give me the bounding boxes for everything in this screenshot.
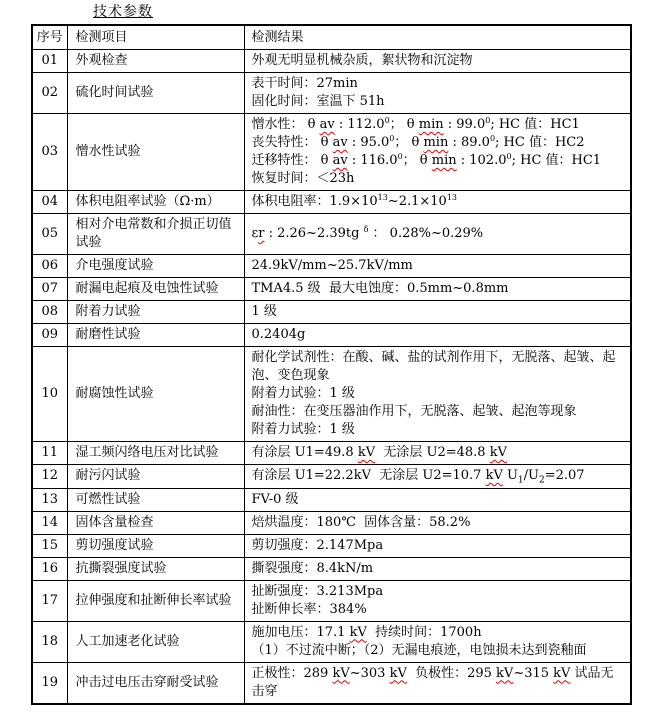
- result-segment: 负极性：295: [406, 665, 497, 681]
- result-segment: 无涂层 U2=48.8: [375, 445, 490, 460]
- table-row: [32, 488, 631, 511]
- result-segment-wavy: av: [332, 153, 348, 168]
- cell-test-result: [244, 255, 631, 278]
- result-line: [252, 116, 624, 134]
- table-row: [32, 191, 631, 214]
- result-line: [252, 624, 624, 642]
- cell-test-result: [244, 214, 631, 255]
- cell-serial-number: 05: [32, 214, 67, 255]
- result-line: [252, 514, 624, 532]
- result-line: [252, 280, 624, 298]
- result-segment-sup: δ: [363, 225, 369, 234]
- table-header-row: [32, 25, 631, 50]
- result-segment-wavy: min: [418, 117, 444, 132]
- result-segment: 24.9kV/mm~25.7kV/mm: [251, 258, 413, 273]
- result-segment: 施加电压：17.1: [251, 624, 350, 640]
- result-segment: 试品无击穿: [251, 665, 614, 699]
- table-row: [32, 114, 631, 191]
- table-row: [32, 442, 631, 465]
- cell-serial-number: 02: [32, 73, 67, 114]
- result-segment-sup: 0: [506, 152, 512, 161]
- result-segment: TMA4.5 级 最大电蚀度：0.5mm~0.8mm: [251, 281, 509, 296]
- result-segment-sup: 13: [377, 193, 388, 202]
- cell-test-result: [244, 442, 631, 465]
- result-segment-wavy: kV: [553, 665, 571, 681]
- cell-test-result: [244, 488, 631, 511]
- cell-serial-number: 12: [32, 465, 67, 489]
- result-segment-wavy: kV: [389, 665, 407, 681]
- cell-test-item: 耐腐蚀性试验: [67, 347, 244, 442]
- table-row: [32, 255, 631, 278]
- result-segment: 迁移特性： θ: [251, 153, 333, 168]
- result-line: [252, 75, 624, 93]
- cell-test-item: 耐污闪试验: [67, 465, 244, 489]
- cell-test-item: 憎水性试验: [67, 114, 244, 191]
- cell-serial-number: 19: [32, 662, 67, 704]
- result-segment-sup: 0: [489, 134, 496, 143]
- cell-serial-number: 18: [32, 621, 67, 662]
- table-row: [32, 662, 631, 704]
- page-title: 技术参数: [93, 4, 153, 20]
- result-segment-wavy: kV: [357, 445, 376, 460]
- cell-test-result: [244, 347, 631, 442]
- table-row: [32, 301, 631, 324]
- cell-test-result: [244, 557, 631, 580]
- result-line: [252, 349, 624, 385]
- result-line: [252, 601, 624, 619]
- result-line: [252, 583, 624, 601]
- result-segment: /U: [523, 468, 539, 483]
- result-segment: : 116.0: [347, 153, 398, 168]
- result-segment-sub: 2: [539, 475, 545, 486]
- result-segment-wavy: av: [332, 135, 348, 150]
- result-line: [252, 303, 624, 321]
- result-segment: 恢复时间：＜23h: [251, 171, 355, 186]
- cell-test-item: 拉伸强度和扯断伸长率试验: [67, 580, 244, 621]
- cell-serial-number: 15: [32, 534, 67, 557]
- table-row: [32, 73, 631, 114]
- cell-test-item: 冲击过电压击穿耐受试验: [67, 662, 244, 704]
- cell-test-result: [244, 191, 631, 214]
- result-line: [252, 52, 624, 70]
- cell-serial-number: 10: [32, 347, 67, 442]
- result-line: [252, 491, 624, 509]
- result-segment-wavy: min: [423, 135, 449, 150]
- cell-serial-number: 14: [32, 511, 67, 534]
- cell-test-result: [244, 324, 631, 347]
- result-line: [252, 193, 624, 211]
- cell-test-item: 相对介电常数和介损正切值试验: [67, 214, 244, 255]
- parameters-table: [31, 24, 632, 705]
- cell-test-result: [244, 50, 631, 73]
- result-segment: 憎水性： θ: [251, 117, 320, 132]
- cell-serial-number: 06: [32, 255, 67, 278]
- cell-test-result: [244, 580, 631, 621]
- table-row: [32, 534, 631, 557]
- cell-test-result: [244, 465, 631, 489]
- cell-test-result: [244, 511, 631, 534]
- result-segment-sup: 0: [485, 116, 491, 125]
- cell-serial-number: 09: [32, 324, 67, 347]
- result-line: [252, 467, 624, 486]
- table-row: [32, 347, 631, 442]
- cell-serial-number: 07: [32, 278, 67, 301]
- result-segment: 0.2404g: [251, 327, 306, 342]
- result-segment: 扯断伸长率：384%: [251, 601, 367, 617]
- result-line: [252, 225, 624, 243]
- document-page: [0, 4, 668, 705]
- result-segment: =2.07: [544, 468, 585, 483]
- result-segment: 耐化学试剂性：在酸、碱、盐的试剂作用下，无脱落、起皱、起泡、变色现象: [251, 350, 616, 383]
- result-segment: ε: [251, 226, 259, 241]
- cell-serial-number: 04: [32, 191, 67, 214]
- cell-test-item: 硫化时间试验: [67, 73, 244, 114]
- cell-test-item: 抗撕裂强度试验: [67, 557, 244, 580]
- result-segment: : 89.0: [448, 135, 490, 150]
- cell-test-item: 附着力试验: [67, 301, 244, 324]
- cell-test-item: 耐磨性试验: [67, 324, 244, 347]
- result-segment: 焙烘温度：180℃ 固体含量：58.2%: [251, 514, 471, 530]
- result-segment-wavy: kV: [496, 665, 514, 681]
- result-segment: （1）不过流中断；（2）无漏电痕迹，电蚀损未达到瓷釉面: [251, 642, 587, 658]
- result-line: [252, 537, 624, 555]
- cell-test-item: 体积电阻率试验（Ω·m）: [67, 191, 244, 214]
- cell-test-result: [244, 278, 631, 301]
- header-test-item: 检测项目: [67, 25, 244, 50]
- result-segment: 1 级: [251, 304, 277, 319]
- cell-test-result: [244, 73, 631, 114]
- result-segment: 丧失特性： θ: [251, 135, 333, 150]
- table-row: [32, 621, 631, 662]
- result-segment: 固化时间：室温下 51h: [251, 94, 385, 109]
- result-segment-sup: 13: [446, 193, 457, 202]
- result-segment: ; HC 值：HC1: [490, 117, 580, 132]
- result-segment: ; HC 值：HC2: [495, 135, 585, 150]
- result-line: [252, 152, 624, 170]
- result-segment: ; HC 值：HC1: [511, 153, 602, 168]
- table-row: [32, 465, 631, 489]
- result-segment-sub: 1: [517, 475, 524, 486]
- cell-test-result: [244, 114, 631, 191]
- result-segment: 有涂层 U1=22.2kV 无涂层 U2=10.7: [251, 468, 486, 483]
- cell-test-item: 固体含量检查: [67, 511, 244, 534]
- result-segment: : 95.0: [347, 135, 390, 150]
- header-test-result: 检测结果: [244, 25, 631, 50]
- result-segment-sup: 0: [389, 134, 395, 143]
- result-segment: FV-0 级: [251, 491, 299, 507]
- header-serial-number: 序号: [32, 25, 67, 50]
- cell-test-item: 剪切强度试验: [67, 534, 244, 557]
- result-segment-sup: 0: [397, 152, 403, 161]
- result-segment-wavy: min: [431, 153, 457, 168]
- cell-test-result: [244, 301, 631, 324]
- cell-test-item: 外观检查: [67, 50, 244, 73]
- cell-serial-number: 08: [32, 301, 67, 324]
- result-segment-wavy: kV: [349, 624, 367, 640]
- cell-test-item: 可燃性试验: [67, 488, 244, 511]
- result-segment-wavy: kV: [489, 445, 507, 460]
- cell-test-result: [244, 662, 631, 704]
- cell-serial-number: 17: [32, 580, 67, 621]
- result-segment: 耐油性：在变压器油作用下，无脱落、起皱、起泡等现象: [251, 404, 577, 419]
- cell-test-result: [244, 621, 631, 662]
- result-segment: 附着力试验：1 级: [251, 386, 355, 401]
- result-segment: ； θ: [389, 117, 419, 132]
- result-segment: 正极性：289: [251, 665, 333, 681]
- result-line: [252, 421, 624, 439]
- result-segment: U: [502, 468, 518, 483]
- result-segment: 附着力试验：1 级: [251, 422, 355, 437]
- cell-test-item: 介电强度试验: [67, 255, 244, 278]
- result-line: [252, 560, 624, 578]
- result-segment-wavy: av: [319, 117, 335, 132]
- cell-serial-number: 13: [32, 488, 67, 511]
- result-segment: 剪切强度：2.147Mpa: [251, 537, 384, 553]
- cell-serial-number: 01: [32, 50, 67, 73]
- cell-test-item: 人工加速老化试验: [67, 621, 244, 662]
- table-row: [32, 214, 631, 255]
- result-segment: ； θ: [394, 135, 424, 150]
- result-segment-sup: 0: [384, 116, 390, 125]
- result-line: [252, 93, 624, 111]
- table-row: [32, 50, 631, 73]
- table-row: [32, 580, 631, 621]
- table-row: [32, 278, 631, 301]
- cell-serial-number: 11: [32, 442, 67, 465]
- result-segment-wavy: kV: [485, 468, 503, 483]
- result-segment: ； θ: [402, 153, 432, 168]
- result-segment: : 112.0: [334, 117, 385, 132]
- result-segment: : 102.0: [456, 153, 507, 168]
- result-segment: 体积电阻率：1.9×10: [251, 194, 378, 209]
- result-segment: : 99.0: [443, 117, 486, 132]
- cell-test-item: 耐漏电起痕及电蚀性试验: [67, 278, 244, 301]
- result-line: [252, 134, 624, 152]
- result-segment-wavy: kV: [332, 665, 350, 681]
- result-segment: 持续时间：1700h: [366, 624, 482, 640]
- result-line: [252, 326, 624, 344]
- table-row: [32, 324, 631, 347]
- result-line: [252, 665, 624, 701]
- result-segment: 扯断强度：3.213Mpa: [251, 583, 384, 599]
- cell-serial-number: 16: [32, 557, 67, 580]
- result-segment-wavy: r: [258, 226, 265, 241]
- result-line: [252, 403, 624, 421]
- result-line: [252, 642, 624, 660]
- result-line: [252, 385, 624, 403]
- cell-serial-number: 03: [32, 114, 67, 191]
- result-segment: 外观无明显机械杂质，絮状物和沉淀物: [251, 53, 473, 68]
- result-segment: 表干时间：27min: [251, 76, 358, 91]
- result-segment: 有涂层 U1=49.8: [251, 445, 358, 460]
- cell-test-result: [244, 534, 631, 557]
- result-segment: ~2.1×10: [387, 194, 447, 209]
- result-segment: ~315: [513, 665, 554, 681]
- result-line: [252, 444, 624, 462]
- table-body: [32, 50, 631, 704]
- result-segment: 撕裂强度：8.4kN/m: [251, 560, 374, 576]
- result-segment: : 2.26~2.39tg: [264, 226, 364, 241]
- table-row: [32, 557, 631, 580]
- result-line: [252, 170, 624, 188]
- result-segment: ： 0.28%~0.29%: [368, 226, 484, 241]
- result-segment: ~303: [349, 665, 390, 681]
- cell-test-item: 湿工频闪络电压对比试验: [67, 442, 244, 465]
- table-row: [32, 511, 631, 534]
- result-line: [252, 257, 624, 275]
